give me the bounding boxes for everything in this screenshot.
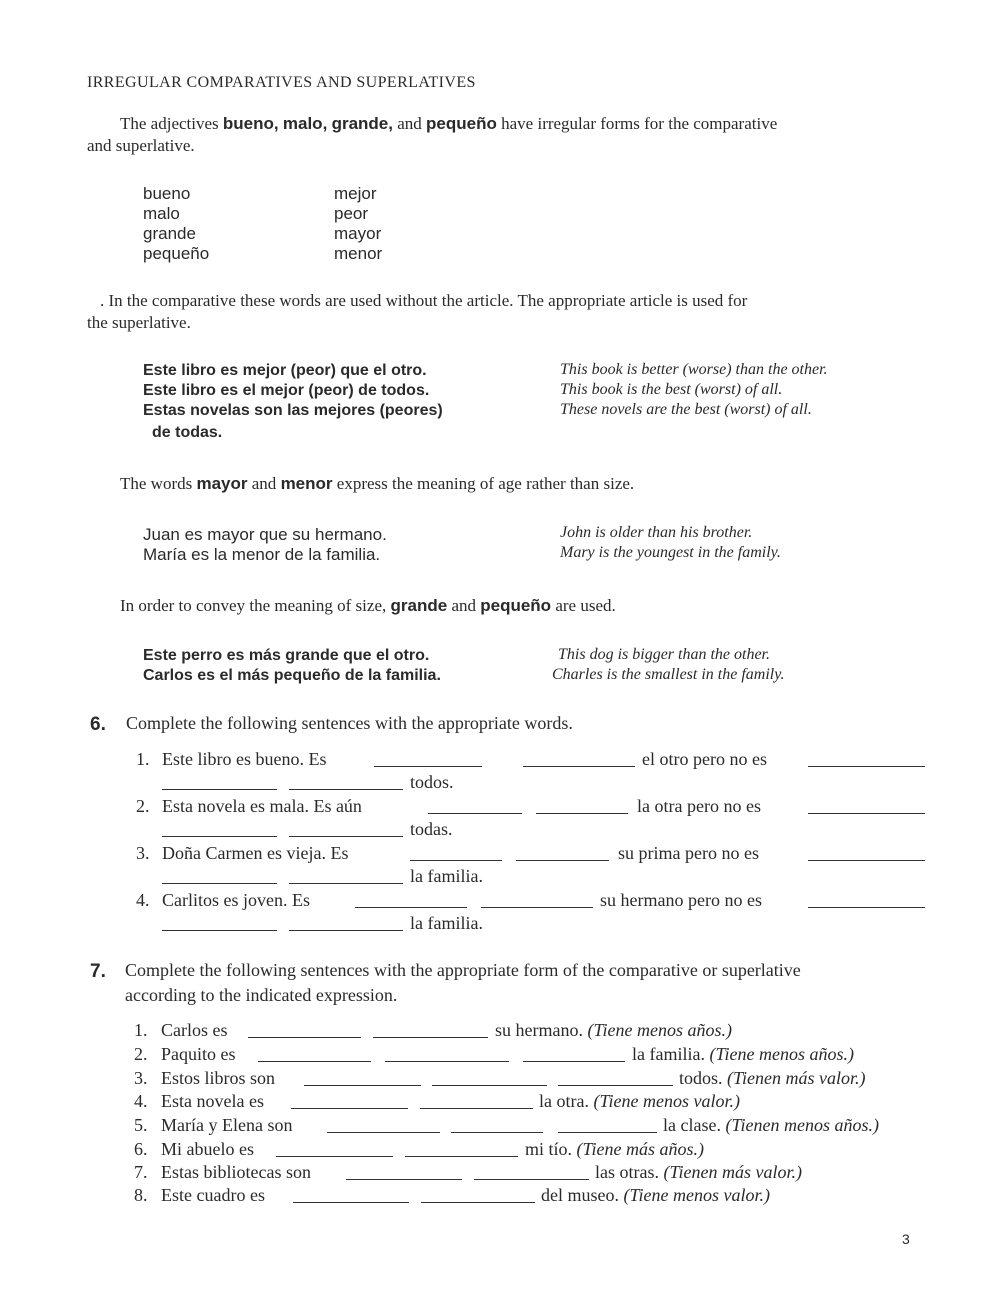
ex7-item-number: 4. <box>134 1091 148 1111</box>
ex6-item-start: Este libro es bueno. Es <box>162 749 327 769</box>
ex7-item-end: las otras. (Tienen más valor.) <box>595 1162 802 1182</box>
answer-blank[interactable] <box>289 836 403 837</box>
answer-blank[interactable] <box>808 907 925 908</box>
ex7-item-end: del museo. (Tiene menos valor.) <box>541 1185 770 1205</box>
form-adj: bueno <box>143 184 191 203</box>
answer-blank[interactable] <box>432 1085 547 1086</box>
answer-blank[interactable] <box>293 1202 409 1203</box>
example-english: These novels are the best (worst) of all. <box>560 401 812 418</box>
answer-blank[interactable] <box>304 1085 421 1086</box>
ex7-item-start: María y Elena son <box>161 1115 293 1135</box>
intro-adj-pequeno: pequeño <box>426 114 497 133</box>
answer-blank[interactable] <box>420 1108 533 1109</box>
answer-blank[interactable] <box>523 766 635 767</box>
answer-blank[interactable] <box>558 1132 657 1133</box>
page-number: 3 <box>902 1231 910 1247</box>
answer-blank[interactable] <box>428 813 522 814</box>
ex7-item-start: Paquito es <box>161 1044 236 1064</box>
example-spanish: Este libro es el mejor (peor) de todos. <box>143 382 430 399</box>
example-spanish-continuation: de todas. <box>152 424 223 441</box>
answer-blank[interactable] <box>162 789 277 790</box>
ex7-item-start: Mi abuelo es <box>161 1139 254 1159</box>
answer-blank[interactable] <box>327 1132 440 1133</box>
answer-blank[interactable] <box>291 1108 408 1109</box>
form-value: peor <box>334 204 369 223</box>
answer-blank[interactable] <box>355 907 467 908</box>
ex7-item-number: 3. <box>134 1068 148 1088</box>
answer-blank[interactable] <box>516 860 609 861</box>
example-spanish: Este libro es mejor (peor) que el otro. <box>143 362 427 379</box>
answer-blank[interactable] <box>374 766 482 767</box>
ex7-item-hint: (Tiene menos valor.) <box>593 1091 740 1111</box>
answer-blank[interactable] <box>808 860 925 861</box>
answer-blank[interactable] <box>536 813 628 814</box>
form-value: mayor <box>334 224 382 243</box>
ex6-item-end: todas. <box>410 819 453 839</box>
answer-blank[interactable] <box>373 1037 488 1038</box>
exercise-6-number: 6. <box>90 714 106 735</box>
intro-text-b: have irregular forms for the comparative <box>501 114 778 133</box>
answer-blank[interactable] <box>346 1179 462 1180</box>
ex7-item-number: 2. <box>134 1044 148 1064</box>
ex6-item-end: la familia. <box>410 866 483 886</box>
ex7-item-end: la clase. (Tienen menos años.) <box>663 1115 879 1135</box>
answer-blank[interactable] <box>289 789 403 790</box>
example-english: Mary is the youngest in the family. <box>560 544 781 561</box>
intro-adj-malo: malo <box>282 114 323 133</box>
ex7-item-start: Estos libros son <box>161 1068 276 1088</box>
exercise-6-instruction: Complete the following sentences with the appropriate words. <box>126 713 573 733</box>
example-spanish: Estas novelas son las mejores (peores) <box>143 402 443 419</box>
ex7-item-hint: (Tiene más años.) <box>576 1139 705 1159</box>
answer-blank[interactable] <box>162 836 277 837</box>
ex6-item-end: la familia. <box>410 913 483 933</box>
article-note-line2: the superlative. <box>87 313 191 332</box>
example-english: Charles is the smallest in the family. <box>552 666 785 683</box>
ex7-item-number: 7. <box>134 1162 148 1182</box>
exercise-7-instruction-line2: according to the indicated expression. <box>125 985 398 1005</box>
form-value: menor <box>334 244 383 263</box>
ex6-item-start: Doña Carmen es vieja. Es <box>162 843 349 863</box>
size-note: In order to convey the meaning of size, grande and pequeño are used. <box>120 596 616 615</box>
ex6-item-number: 3. <box>136 843 150 863</box>
answer-blank[interactable] <box>258 1061 371 1062</box>
answer-blank[interactable] <box>162 930 277 931</box>
ex7-item-number: 1. <box>134 1020 148 1040</box>
article-note-line1: . In the comparative these words are used without the article. The appropriate article is used for <box>100 291 748 310</box>
ex7-item-end: la otra. (Tiene menos valor.) <box>539 1091 740 1111</box>
answer-blank[interactable] <box>248 1037 361 1038</box>
intro-and: and <box>397 114 422 133</box>
intro-paragraph-line1: The adjectives bueno, malo, grande, and pequeño have irregular forms for the comparative <box>120 114 778 133</box>
ex7-item-number: 5. <box>134 1115 148 1135</box>
ex6-item-mid: su prima pero no es <box>618 843 759 863</box>
ex7-item-hint: (Tiene menos años.) <box>587 1020 732 1040</box>
intro-adj-grande: grande <box>331 114 389 133</box>
answer-blank[interactable] <box>162 883 277 884</box>
ex6-item-number: 1. <box>136 749 150 769</box>
example-english: This book is the best (worst) of all. <box>560 381 783 398</box>
ex7-item-number: 8. <box>134 1185 148 1205</box>
ex7-item-hint: (Tienen menos años.) <box>725 1115 879 1135</box>
ex7-item-end: todos. (Tienen más valor.) <box>679 1068 866 1088</box>
age-note: The words mayor and menor express the meaning of age rather than size. <box>120 474 635 493</box>
form-value: mejor <box>334 184 377 203</box>
ex6-item-number: 4. <box>136 890 150 910</box>
answer-blank[interactable] <box>421 1202 535 1203</box>
answer-blank[interactable] <box>385 1061 509 1062</box>
example-english: This book is better (worse) than the other. <box>560 361 828 378</box>
answer-blank[interactable] <box>558 1085 673 1086</box>
ex7-item-end: su hermano. (Tiene menos años.) <box>495 1020 732 1040</box>
example-english: John is older than his brother. <box>560 524 753 541</box>
ex7-item-hint: (Tiene menos valor.) <box>623 1185 770 1205</box>
intro-adj-bueno: bueno <box>222 114 274 133</box>
example-spanish: Carlos es el más pequeño de la familia. <box>143 667 441 684</box>
ex6-item-mid: su hermano pero no es <box>600 890 762 910</box>
ex7-item-hint: (Tienen más valor.) <box>727 1068 866 1088</box>
ex7-item-start: Estas bibliotecas son <box>161 1162 311 1182</box>
ex7-item-start: Carlos es <box>161 1020 228 1040</box>
example-english: This dog is bigger than the other. <box>558 646 771 663</box>
section-heading: IRREGULAR COMPARATIVES AND SUPERLATIVES <box>87 74 476 91</box>
answer-blank[interactable] <box>808 813 925 814</box>
ex6-item-start: Carlitos es joven. Es <box>162 890 310 910</box>
example-spanish: María es la menor de la familia. <box>143 545 381 564</box>
ex6-item-mid: la otra pero no es <box>637 796 761 816</box>
ex7-item-hint: (Tiene menos años.) <box>709 1044 854 1064</box>
ex7-item-hint: (Tienen más valor.) <box>663 1162 802 1182</box>
answer-blank[interactable] <box>289 883 403 884</box>
answer-blank[interactable] <box>481 907 593 908</box>
answer-blank[interactable] <box>410 860 502 861</box>
answer-blank[interactable] <box>474 1179 589 1180</box>
answer-blank[interactable] <box>451 1132 543 1133</box>
ex7-item-start: Esta novela es <box>161 1091 264 1111</box>
form-adj: grande <box>143 224 196 243</box>
answer-blank[interactable] <box>523 1061 625 1062</box>
ex7-item-end: mi tío. (Tiene más años.) <box>525 1139 705 1159</box>
ex7-item-start: Este cuadro es <box>161 1185 265 1205</box>
ex6-item-number: 2. <box>136 796 150 816</box>
exercise-7-instruction-line1: Complete the following sentences with the appropriate form of the comparative or superlative <box>125 960 801 980</box>
exercise-7-number: 7. <box>90 961 106 982</box>
intro-paragraph-line2: and superlative. <box>87 136 195 155</box>
answer-blank[interactable] <box>808 766 925 767</box>
form-adj: malo <box>143 204 180 223</box>
form-adj: pequeño <box>143 244 210 263</box>
ex7-item-end: la familia. (Tiene menos años.) <box>632 1044 854 1064</box>
answer-blank[interactable] <box>289 930 403 931</box>
ex6-item-end: todos. <box>410 772 454 792</box>
intro-text-a: The adjectives <box>120 114 219 133</box>
example-spanish: Juan es mayor que su hermano. <box>143 525 387 544</box>
ex6-item-start: Esta novela es mala. Es aún <box>162 796 362 816</box>
example-spanish: Este perro es más grande que el otro. <box>143 647 430 664</box>
answer-blank[interactable] <box>405 1156 518 1157</box>
ex6-item-mid: el otro pero no es <box>642 749 767 769</box>
answer-blank[interactable] <box>276 1156 393 1157</box>
ex7-item-number: 6. <box>134 1139 148 1159</box>
